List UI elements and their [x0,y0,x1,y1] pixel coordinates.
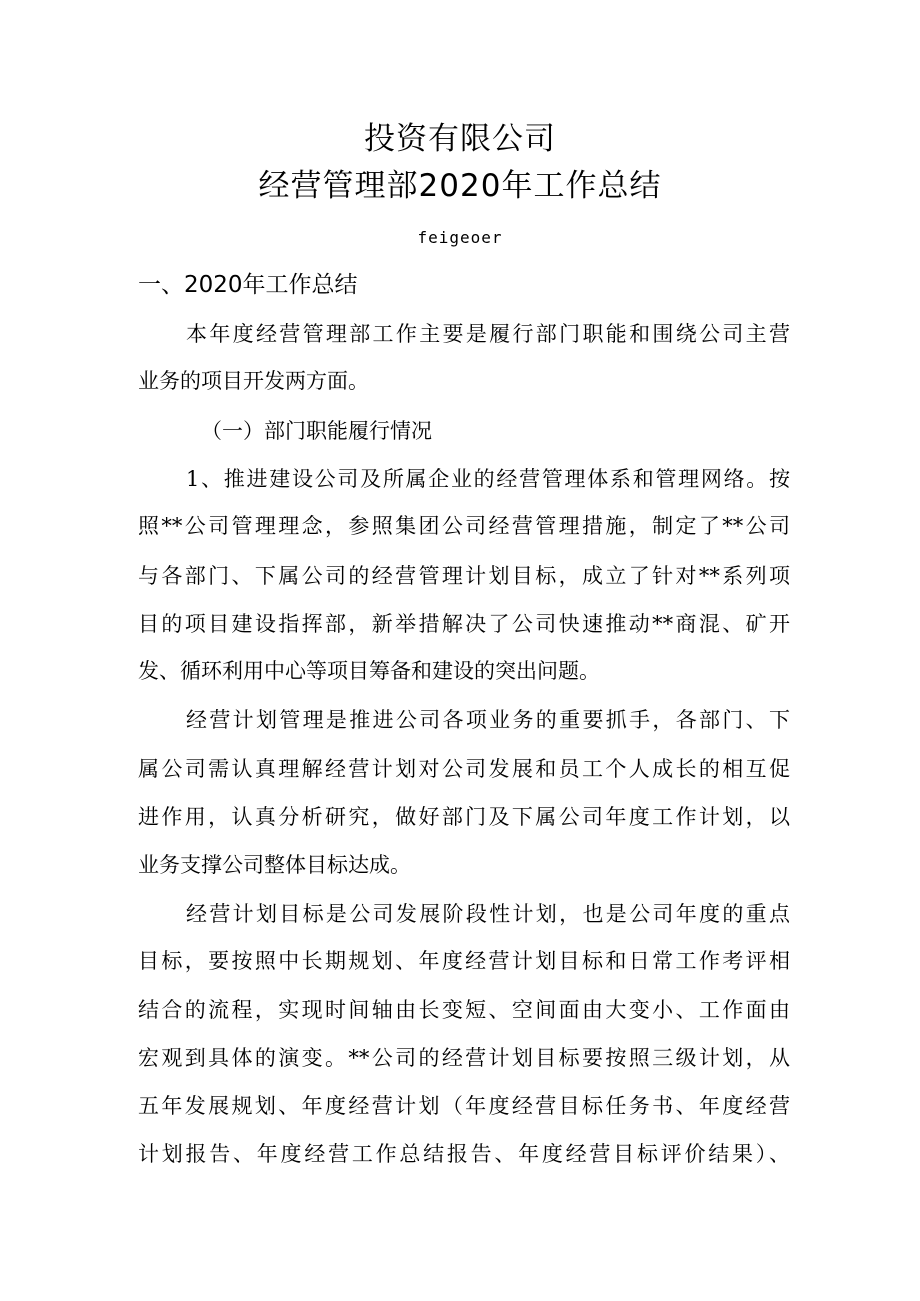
author-name: feigeoer [417,228,503,247]
paragraph-line: 1、推进建设公司及所属企业的经营管理体系和管理网络。按 [186,467,790,491]
paragraph-line: 业务的项目开发两方面。 [138,369,369,393]
paragraph-line: 经营计划管理是推进公司各项业务的重要抓手，各部门、下 [186,708,790,732]
paragraph-line: 进作用，认真分析研究，做好部门及下属公司年度工作计划，以 [138,805,790,829]
section-heading: 一、2020年工作总结 [138,272,358,298]
paragraph-line: 目标，要按照中长期规划、年度经营计划目标和日常工作考评相 [138,949,790,973]
document-title-report: 经营管理部2020年工作总结 [258,168,662,204]
paragraph-line: 宏观到具体的演变。**公司的经营计划目标要按照三级计划，从 [138,1046,790,1070]
paragraph-line: 与各部门、下属公司的经营管理计划目标，成立了针对**系列项 [138,564,790,588]
subsection-heading: （一）部门职能履行情况 [201,419,432,443]
paragraph-line: 五年发展规划、年度经营计划（年度经营目标任务书、年度经营 [138,1094,790,1118]
paragraph-line: 计划报告、年度经营工作总结报告、年度经营目标评价结果）、 [138,1142,790,1166]
paragraph-line: 经营计划目标是公司发展阶段性计划，也是公司年度的重点 [186,902,790,926]
paragraph-line: 目的项目建设指挥部，新举措解决了公司快速推动**商混、矿开 [138,612,790,636]
document-title-company: 投资有限公司 [364,121,556,157]
paragraph-line: 本年度经营管理部工作主要是履行部门职能和围绕公司主营 [186,322,790,346]
paragraph-line: 业务支撑公司整体目标达成。 [138,853,411,877]
paragraph-line: 发、循环利用中心等项目筹备和建设的突出问题。 [138,659,600,683]
paragraph-line: 结合的流程，实现时间轴由长变短、空间面由大变小、工作面由 [138,998,790,1022]
paragraph-line: 属公司需认真理解经营计划对公司发展和员工个人成长的相互促 [138,757,790,781]
paragraph-line: 照**公司管理理念，参照集团公司经营管理措施，制定了**公司 [138,514,790,538]
